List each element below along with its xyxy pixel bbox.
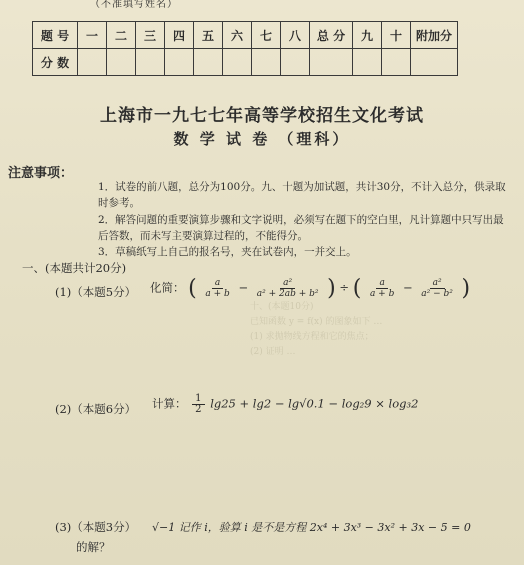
note-item: 2．解答问题的重要演算步骤和文字说明，必须写在题下的空白里，凡计算题中只写出最后答数，而未写主要演算过程的，不能得分。 xyxy=(98,214,504,242)
score-blank-cell[interactable] xyxy=(78,49,107,76)
show-through-text: 十、(本题10分) 已知函数 y = f(x) 的图象如下 … (1) 求抛物线方程和它的焦点； (2) 证明 … xyxy=(250,302,383,357)
score-cell: 题 号 xyxy=(33,22,78,49)
score-value-row xyxy=(33,49,458,76)
q2-formula: lg25 + lg2 − lg√0.1 − log₂9 × log₃2 xyxy=(210,396,419,411)
score-cell: 九 xyxy=(353,22,382,49)
score-blank-cell[interactable] xyxy=(411,49,458,76)
score-cell: 六 xyxy=(223,22,252,49)
note-item: 3．草稿纸写上自己的报名号，夹在试卷内，一并交上。 xyxy=(98,246,357,258)
q1-expression: 化简： ( $\frac{a}{a + b}$ − $\frac{\text{a²}}{\text{a² + 2ab + b²}}$ ) ÷ ( $\frac{a}{a + b}$ − $\frac{\text{a²}}{\text{a² − b²}}$ ) xyxy=(150,276,471,301)
score-blank-cell[interactable] xyxy=(165,49,194,76)
q3-text-continued: 的解？ xyxy=(76,540,111,554)
section-title: 一、(本题共计20分) xyxy=(22,261,127,275)
score-cell: 十 xyxy=(382,22,411,49)
q1-prefix: 化简： xyxy=(150,280,185,295)
notes-heading: 注意事项： xyxy=(8,166,74,181)
q1-label: (1)（本题5分） xyxy=(55,285,137,299)
score-cell: 总 分 xyxy=(310,22,353,49)
score-cell: 一 xyxy=(78,22,107,49)
score-blank-cell[interactable] xyxy=(382,49,411,76)
exam-title: 上海市一九七七年高等学校招生文化考试 xyxy=(100,106,424,126)
score-header-row xyxy=(33,22,458,49)
score-blank-cell[interactable] xyxy=(353,49,382,76)
score-blank-cell[interactable] xyxy=(223,49,252,76)
q3-text: √−1 记作 i，验算 i 是不是方程 2x⁴ + 3x³ − 3x² + 3x − 5 = 0 xyxy=(152,521,471,534)
score-blank-cell[interactable] xyxy=(136,49,165,76)
note-item: 1．试卷的前八题，总分为100分。九、十题为加试题，共计30分，不计入总分，供录取时参考。 xyxy=(98,181,506,209)
score-cell: 附加分 xyxy=(411,22,458,49)
score-cell: 七 xyxy=(252,22,281,49)
score-cell: 五 xyxy=(194,22,223,49)
score-table xyxy=(32,21,458,76)
q2-expression: 计算： $\frac{1}{2}$ lg25 + lg2 − lg√0.1 − log₂9 × log₃2 xyxy=(152,393,419,415)
score-cell: 八 xyxy=(281,22,310,49)
q2-label: (2)（本题6分） xyxy=(55,402,137,416)
header-note: （不准填写姓名） xyxy=(90,0,178,10)
score-blank-cell[interactable] xyxy=(107,49,136,76)
score-row-label: 分 数 xyxy=(33,49,78,76)
exam-subtitle: 数 学 试 卷 （理科） xyxy=(173,130,351,148)
score-cell: 四 xyxy=(165,22,194,49)
score-blank-cell[interactable] xyxy=(252,49,281,76)
score-blank-cell[interactable] xyxy=(310,49,353,76)
q2-prefix: 计算： xyxy=(152,396,187,411)
score-cell: 三 xyxy=(136,22,165,49)
q3-label: (3)（本题3分） xyxy=(55,520,137,534)
score-blank-cell[interactable] xyxy=(194,49,223,76)
score-cell: 二 xyxy=(107,22,136,49)
score-blank-cell[interactable] xyxy=(281,49,310,76)
